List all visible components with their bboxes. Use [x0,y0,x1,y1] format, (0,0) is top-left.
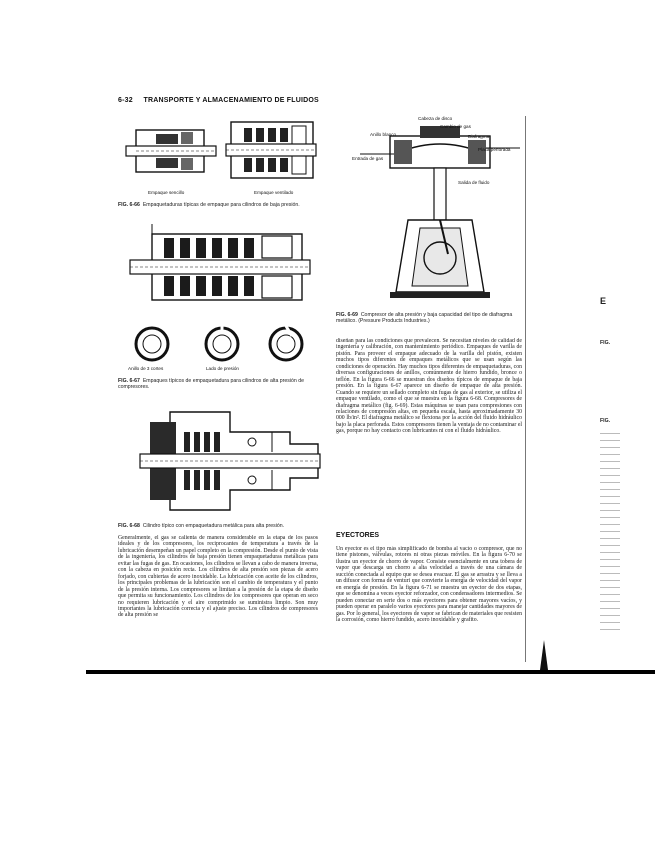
fig-6-68-drawing [140,402,320,520]
fig-6-66-caption-number: FIG. 6-66 [118,202,140,208]
fig-6-69-label-anillo: Anillo blanco [370,132,397,137]
fig-6-66-label-right: Empaque ventilado [254,190,294,195]
sidebar-fragment-2: FIG. [600,418,611,424]
running-header [118,97,319,104]
fig-6-69-caption [336,312,522,325]
fig-6-66-caption [118,202,318,208]
column-divider [525,116,526,662]
bottom-rule [86,670,655,674]
page-fold-marker [540,640,548,670]
sidebar-fragment-3: E [600,296,607,306]
fig-6-66-label-left: Empaque sencillo [148,190,185,195]
fig-6-67-label-right: Lado de presión [206,366,239,371]
sidebar-text-bleed [600,430,620,630]
fig-6-67-caption-text: Empaques típicos de empaquetadura para cilindros de alta presión de compresores. [118,378,305,391]
fig-6-69-label-salida: Salida de fluido [458,180,490,185]
fig-6-68-caption [118,523,318,529]
fig-6-69-caption-text: Compresor de alta presión y baja capacidad del tipo de diafragma metálico. (Pressure Products Industries.) [336,312,513,325]
fig-6-67-caption [118,378,318,391]
right-column-text: diseñan para las condiciones que prevalecen. Se necesitan niveles de calidad de ingeniería y calibración, con mantenimiento periódico. Empaques de varilla de pistón. Para proveer el empaque adecuado de la varilla del pistón, existen muchos tipos diferentes de empaques metálicos que se usan según las condiciones de operación. Hay muchos tipos diferentes de empaquetaduras, con diversas configuraciones de anillos, comúnmente de hierro fundido, bronce o teflón. En la figura 6-66 se muestran dos diseños típicos de empaque de baja presión. En la figura 6-67 aparece un diseño de empaque de alta presión. Cuando se requiere un sellado completo sin fugas de gas al exterior, se utiliza el empaque ventilado, como el que se muestra en la figura 6-68. Compresores de diafragma metálico (fig. 6-69). Estas máquinas se usan para compresiones con relaciones de compresión altas, en pequeña escala, hasta aproximadamente 30 000 lb/in². El diafragma metálico se flexiona por la acción del fluido hidráulico bajo la placa perforada. Estos compresores tienen la ventaja de no contaminar el gas, porque no hay contacto con lubricantes ni con el fluido hidráulico. [336,338,522,435]
fig-6-68-caption-number: FIG. 6-68 [118,523,140,529]
section-eyectores-text: Un eyector es el tipo más simplificado de bomba al vacío o compresor, que no tiene pistones, válvulas, rotores ni otras piezas móviles. En la figura 6-70 se ilustra un eyector de chorro de vapor. Consiste esencialmente en una tobera de vapor que descarga un chorro a alta velocidad a través de una cámara de succión conectada al equipo que se desea evacuar. El gas se arrastra y se lleva a un difusor con forma de venturi que convierte la energía de velocidad del vapor en energía de presión. En la figura 6-71 se muestra un eyector de dos etapas, que se denomina a veces eyector reforzador, con condensadores intermedios. Se pueden conectar en serie dos o más eyectores para obtener mayores vacíos, y pueden operar en paralelo varios eyectores para manejar cantidades mayores de gas. Por lo general, los eyectores de vapor se fabrican de materiales que resisten la corrosión, como hierro fundido, acero inoxidable y grafito. [336,546,522,623]
fig-6-69-label-cambio-gas: Cambio de gas [440,124,471,129]
fig-6-66-caption-text: Empaquetaduras típicas de empaque para cilindros de baja presión. [142,202,300,208]
fig-6-67-label-left: Anillo de 3 cortes [128,366,164,371]
fig-6-69-label-disk-head: Cabeza de disco [418,116,453,121]
sidebar-fragment-1: FIG. [600,340,611,346]
fig-6-69-drawing [360,118,520,302]
running-title: TRANSPORTE Y ALMACENAMIENTO DE FLUIDOS [143,97,319,104]
fig-6-66-drawing [126,118,316,190]
fig-6-69-label-entrada: Entrada de gas [352,156,384,161]
fig-6-68-caption-text: Cilindro típico con empaquetadura metálica para alta presión. [142,523,285,529]
fig-6-69-caption-number: FIG. 6-69 [336,312,358,318]
fig-6-67-drawing [130,224,310,364]
fig-6-69-label-placa: Placa perforada [478,147,511,152]
fig-6-67-caption-number: FIG. 6-67 [118,378,140,384]
page-number: 6-32 [118,97,133,104]
section-heading-eyectores: EYECTORES [336,532,380,539]
left-column-text: Generalmente, el gas se calienta de manera considerable en la etapa de los pasos ideales y de los compresores, los reciprocantes de temperatura a través de la lubricación desempeñan un papel completo en la compresión. Desde el punto de vista de la ingeniería, los cilindros de baja presión tienen empaquetaduras metálicas para evitar las fugas de gas. En ocasiones, los cilindros se llevan a cabo de manera inversa, con la cabeza en posición recta. Los cilindros de alta presión son piezas de acero forjado, con cubiertas de acero inoxidable. La lubricación con aceite de los cilindros, los principales problemas de la lubricación son el cambio de temperatura y el punto de la presión interna. Los compresores se limitan a la presión de la etapa de diseño que permita su funcionamiento. Los cilindros de los compresores que operan en seco no requieren lubricación y el aire comprimido se suministra limpio. Son muy importantes la lubricación correcta y el ajuste preciso. Los cilindros de compresores de alta presión se [118,535,318,619]
fig-6-69-label-diafragma: Diafragma [468,134,490,139]
